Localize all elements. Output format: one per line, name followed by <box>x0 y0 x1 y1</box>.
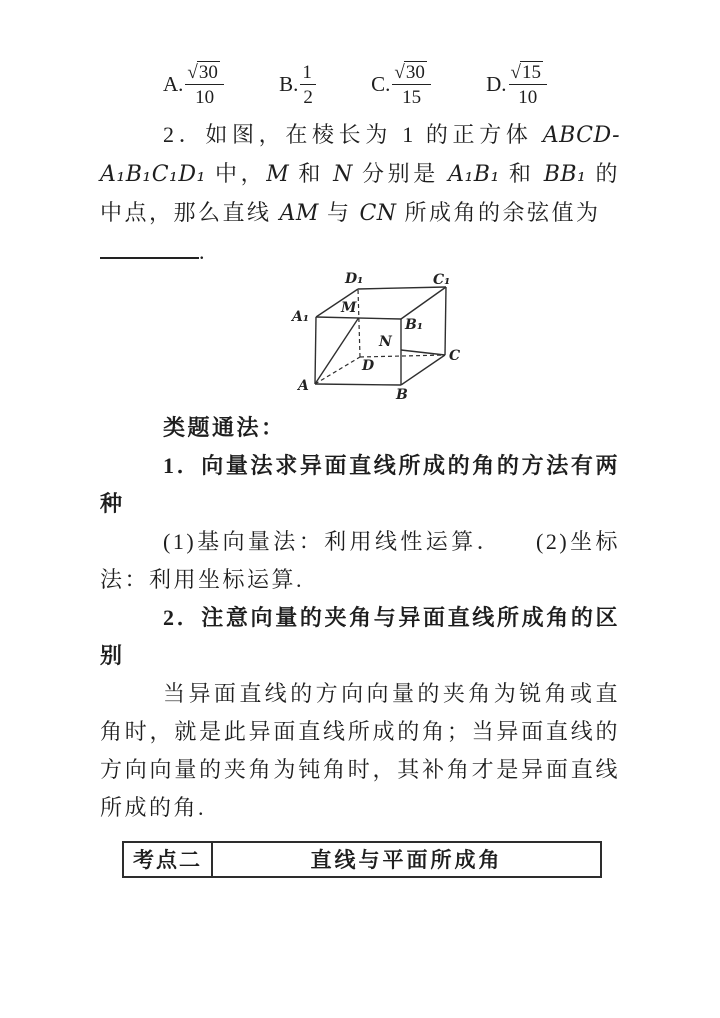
radicand: 30 <box>405 62 425 83</box>
radicand: 30 <box>198 62 218 83</box>
fraction-denominator: 10 <box>518 87 538 109</box>
fraction-numerator <box>509 60 547 85</box>
method-point-1: 1．向量法求异面直线所成的角的方法有两种 <box>100 452 620 516</box>
answer-options <box>163 60 547 109</box>
method-sub-points <box>100 523 620 599</box>
vertex-label-c1: C₁ <box>433 271 451 288</box>
math-line-cn: CN <box>359 200 397 226</box>
option-c-label: C. <box>371 71 391 96</box>
math-point-m: M <box>266 161 290 187</box>
option-a-fraction <box>185 60 223 109</box>
problem-text: 分别是 <box>352 160 449 186</box>
option-a-label: A. <box>163 71 184 96</box>
fraction-numerator: 1 <box>300 61 316 85</box>
problem-text: 中， <box>205 160 267 186</box>
answer-blank <box>100 252 199 259</box>
vertex-label-b1: B₁ <box>405 316 423 333</box>
math-cube-name-sub: -A₁B₁C₁D₁ <box>100 122 620 187</box>
radical-sign: √ <box>510 62 521 83</box>
option-a <box>163 60 224 109</box>
problem-text: 的中点，那么直线 <box>100 160 620 225</box>
option-d <box>486 60 547 109</box>
option-b <box>279 61 316 109</box>
option-d-label: D. <box>486 71 507 96</box>
fraction-numerator <box>392 60 430 85</box>
construction-lines <box>315 318 445 384</box>
fraction-denominator: 10 <box>195 87 215 109</box>
problem-text: 和 <box>289 160 334 186</box>
radical-sign: √ <box>394 62 405 83</box>
radicand: 15 <box>521 62 541 83</box>
point-label-n: N <box>379 333 392 350</box>
math-point-n: N <box>333 161 353 187</box>
option-c <box>371 60 431 109</box>
method-sub-1: (1)基向量法：利用线性运算． <box>163 528 503 554</box>
problem-text: 与 <box>318 199 360 225</box>
math-edge-bb1: BB₁ <box>543 161 587 187</box>
option-b-fraction <box>300 61 316 109</box>
method-sub-2: (2)坐标法：利用坐标运算. <box>100 528 620 592</box>
exam-point-label: 考点二 <box>124 843 213 876</box>
radical-sign: √ <box>187 62 198 83</box>
blank-period: . <box>199 238 207 264</box>
problem-text: 和 <box>499 160 544 186</box>
math-edge-a1b1: A₁B₁ <box>448 161 500 187</box>
vertex-label-d: D <box>362 357 375 374</box>
option-c-fraction <box>392 60 430 109</box>
problem-2-text <box>100 116 620 233</box>
vertex-label-c: C <box>449 347 461 364</box>
math-line-am: AM <box>279 200 319 226</box>
fraction-denominator: 15 <box>402 87 422 109</box>
vertex-label-a1: A₁ <box>292 308 309 325</box>
problem-text: 所成角的余弦值为 <box>396 199 601 225</box>
problem-text: 2．如图，在棱长为 1 的正方体 <box>163 121 543 147</box>
fraction-numerator <box>185 60 223 85</box>
method-title: 类题通法： <box>163 414 286 440</box>
exam-point-box <box>122 841 602 878</box>
option-b-label: B. <box>279 71 299 96</box>
method-point-2: 2．注意向量的夹角与异面直线所成角的区别 <box>100 604 620 668</box>
cube-svg <box>286 259 476 409</box>
math-cube-name: ABCD <box>542 122 613 148</box>
exam-point-title: 直线与平面所成角 <box>310 848 503 873</box>
point-label-m: M <box>341 299 357 316</box>
vertex-label-d1: D₁ <box>345 270 364 287</box>
vertex-label-a: A <box>298 377 309 394</box>
cube-figure <box>100 259 620 409</box>
fraction-denominator: 2 <box>303 86 313 108</box>
method-paragraph: 当异面直线的方向向量的夹角为锐角或直角时，就是此异面直线所成的角；当异面直线的方向向量的夹角为钝角时，其补角才是异面直线所成的角. <box>100 680 620 820</box>
vertex-label-b: B <box>396 386 408 403</box>
option-d-fraction <box>509 60 547 109</box>
